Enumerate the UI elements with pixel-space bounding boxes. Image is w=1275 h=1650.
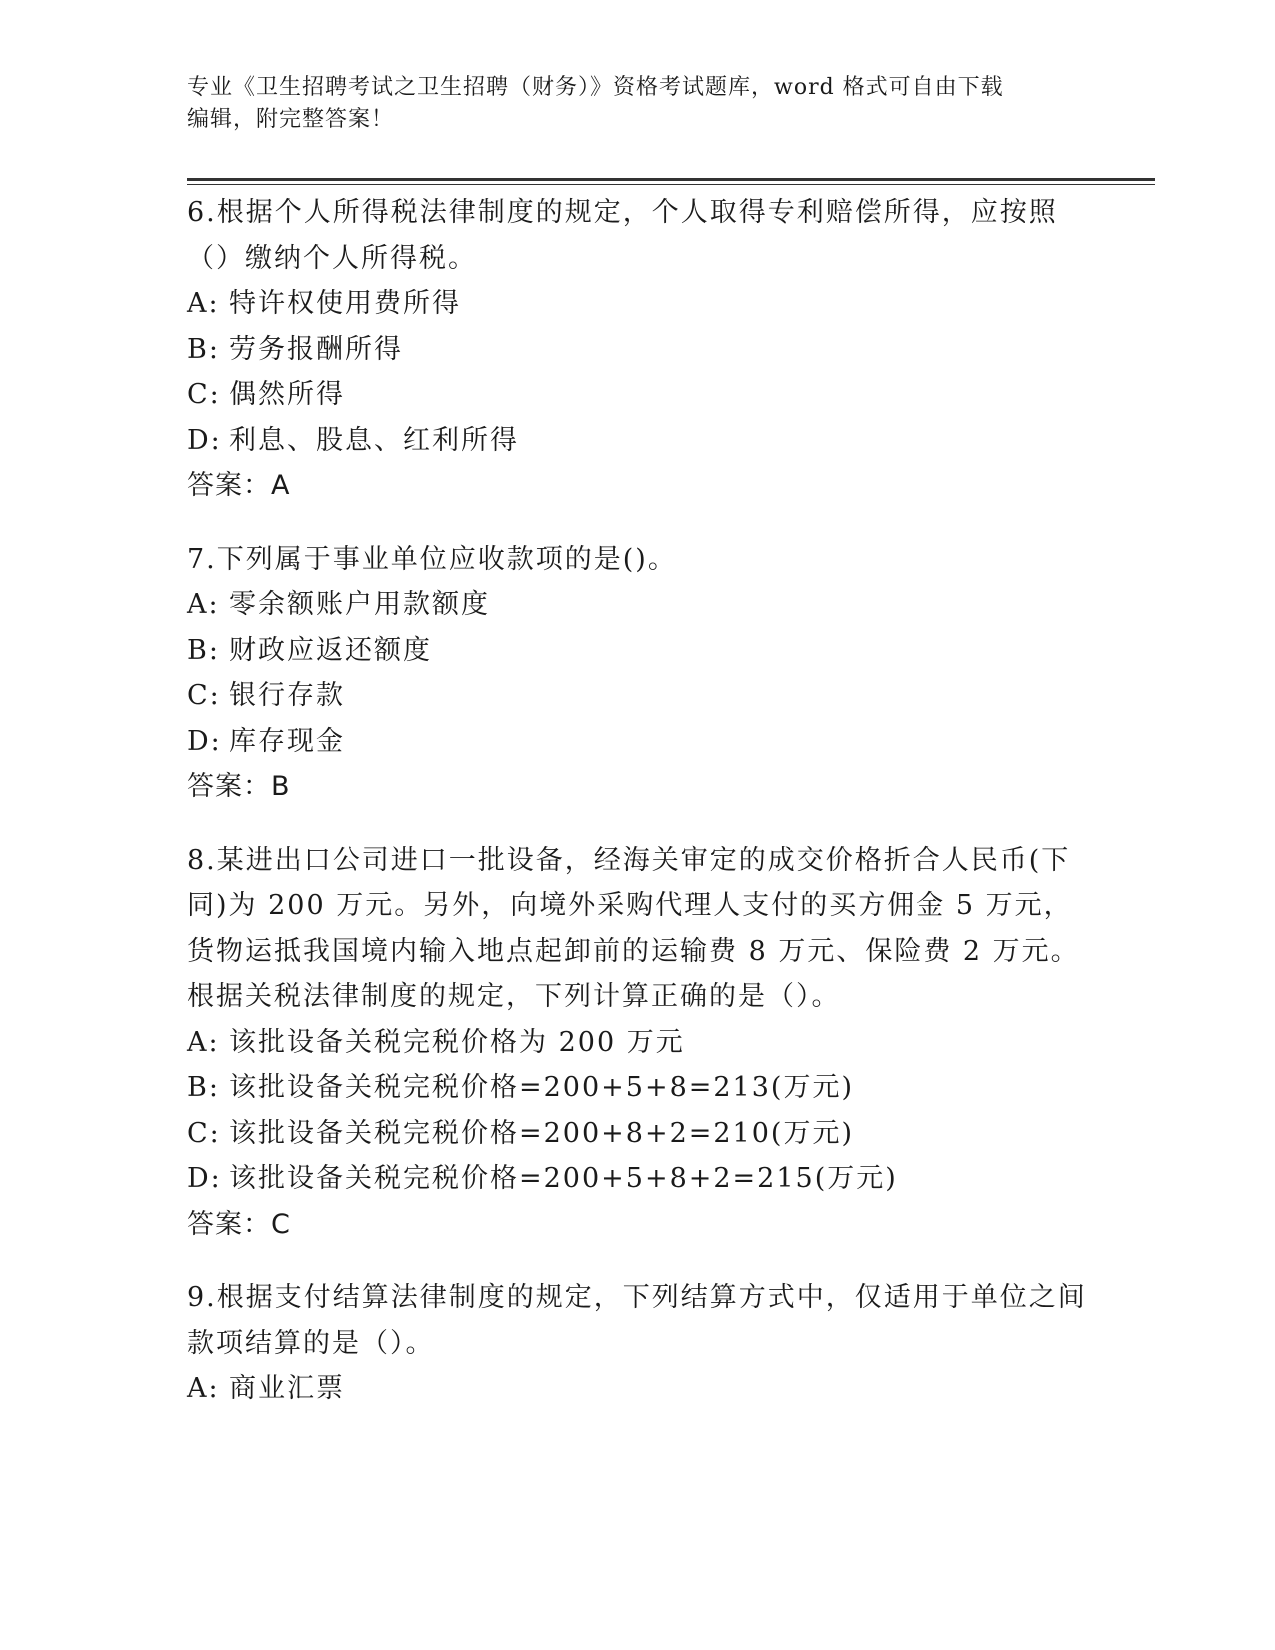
header-divider-thin: [187, 184, 1155, 185]
option-letter: A:: [187, 1373, 220, 1404]
option-letter: D:: [187, 424, 222, 456]
option-text: 劳务报酬所得: [229, 333, 403, 365]
answer-line: 答案：A: [187, 470, 291, 501]
option-a: [187, 281, 1087, 327]
question-7: [187, 537, 1087, 810]
question-list: [187, 190, 1087, 1440]
option-text: 特许权使用费所得: [229, 288, 461, 319]
answer-line: 答案：B: [187, 771, 291, 802]
option-text: 利息、股息、红利所得: [229, 424, 519, 456]
option-c: [187, 1111, 1087, 1157]
option-letter: D:: [187, 725, 222, 757]
option-b: [187, 628, 1087, 674]
option-letter: C:: [187, 1117, 221, 1149]
option-text: 财政应返还额度: [229, 634, 432, 666]
option-a: [187, 1020, 1087, 1066]
option-letter: B:: [187, 634, 220, 666]
option-a: [187, 582, 1087, 628]
answer-line: 答案：C: [187, 1208, 291, 1240]
option-c: [187, 673, 1087, 719]
option-letter: D:: [187, 1163, 222, 1194]
question-6: [187, 190, 1087, 509]
option-text: 偶然所得: [229, 379, 345, 410]
option-text: 零余额账户用款额度: [229, 589, 490, 620]
option-text: 该批设备关税完税价格=200+8+2=210(万元): [229, 1117, 854, 1149]
header-line-2: 编辑，附完整答案！: [187, 107, 395, 132]
option-letter: C:: [187, 680, 221, 711]
header-note: [187, 72, 1087, 136]
option-letter: A:: [187, 589, 220, 620]
question-text: 7.下列属于事业单位应收款项的是()。: [187, 543, 677, 575]
option-text: 该批设备关税完税价格=200+5+8+2=215(万元): [229, 1163, 898, 1194]
question-text: 9.根据支付结算法律制度的规定，下列结算方式中，仅适用于单位之间款项结算的是（）。: [187, 1282, 1087, 1359]
question-text: 8.某进出口公司进口一批设备，经海关审定的成交价格折合人民币(下同)为 200 万元。另外，向境外采购代理人支付的买方佣金 5 万元，货物运抵我国境内输入地点起卸前的运输费 8 万元、保险费 2 万元。根据关税法律制度的规定，下列计算正确的是（）。: [187, 844, 1080, 1012]
header-divider-thick: [187, 178, 1155, 181]
question-9: [187, 1275, 1087, 1412]
option-text: 该批设备关税完税价格=200+5+8=213(万元): [229, 1072, 854, 1103]
option-a: [187, 1366, 1087, 1412]
option-c: [187, 372, 1087, 418]
option-text: 商业汇票: [229, 1373, 345, 1404]
header-line-1: 专业《卫生招聘考试之卫生招聘（财务）》资格考试题库，word 格式可自由下载: [187, 75, 1004, 100]
option-d: [187, 1156, 1087, 1202]
option-letter: A:: [187, 1026, 220, 1058]
question-8: [187, 838, 1087, 1248]
option-d: [187, 719, 1087, 765]
option-text: 银行存款: [229, 680, 345, 711]
option-text: 库存现金: [229, 725, 345, 757]
option-text: 该批设备关税完税价格为 200 万元: [229, 1026, 685, 1058]
option-letter: C:: [187, 379, 221, 410]
option-letter: B:: [187, 333, 220, 365]
option-b: [187, 327, 1087, 373]
option-b: [187, 1065, 1087, 1111]
option-d: [187, 418, 1087, 464]
question-text: 6.根据个人所得税法律制度的规定，个人取得专利赔偿所得，应按照（）缴纳个人所得税。: [187, 197, 1058, 274]
option-letter: A:: [187, 288, 220, 319]
option-letter: B:: [187, 1072, 220, 1103]
